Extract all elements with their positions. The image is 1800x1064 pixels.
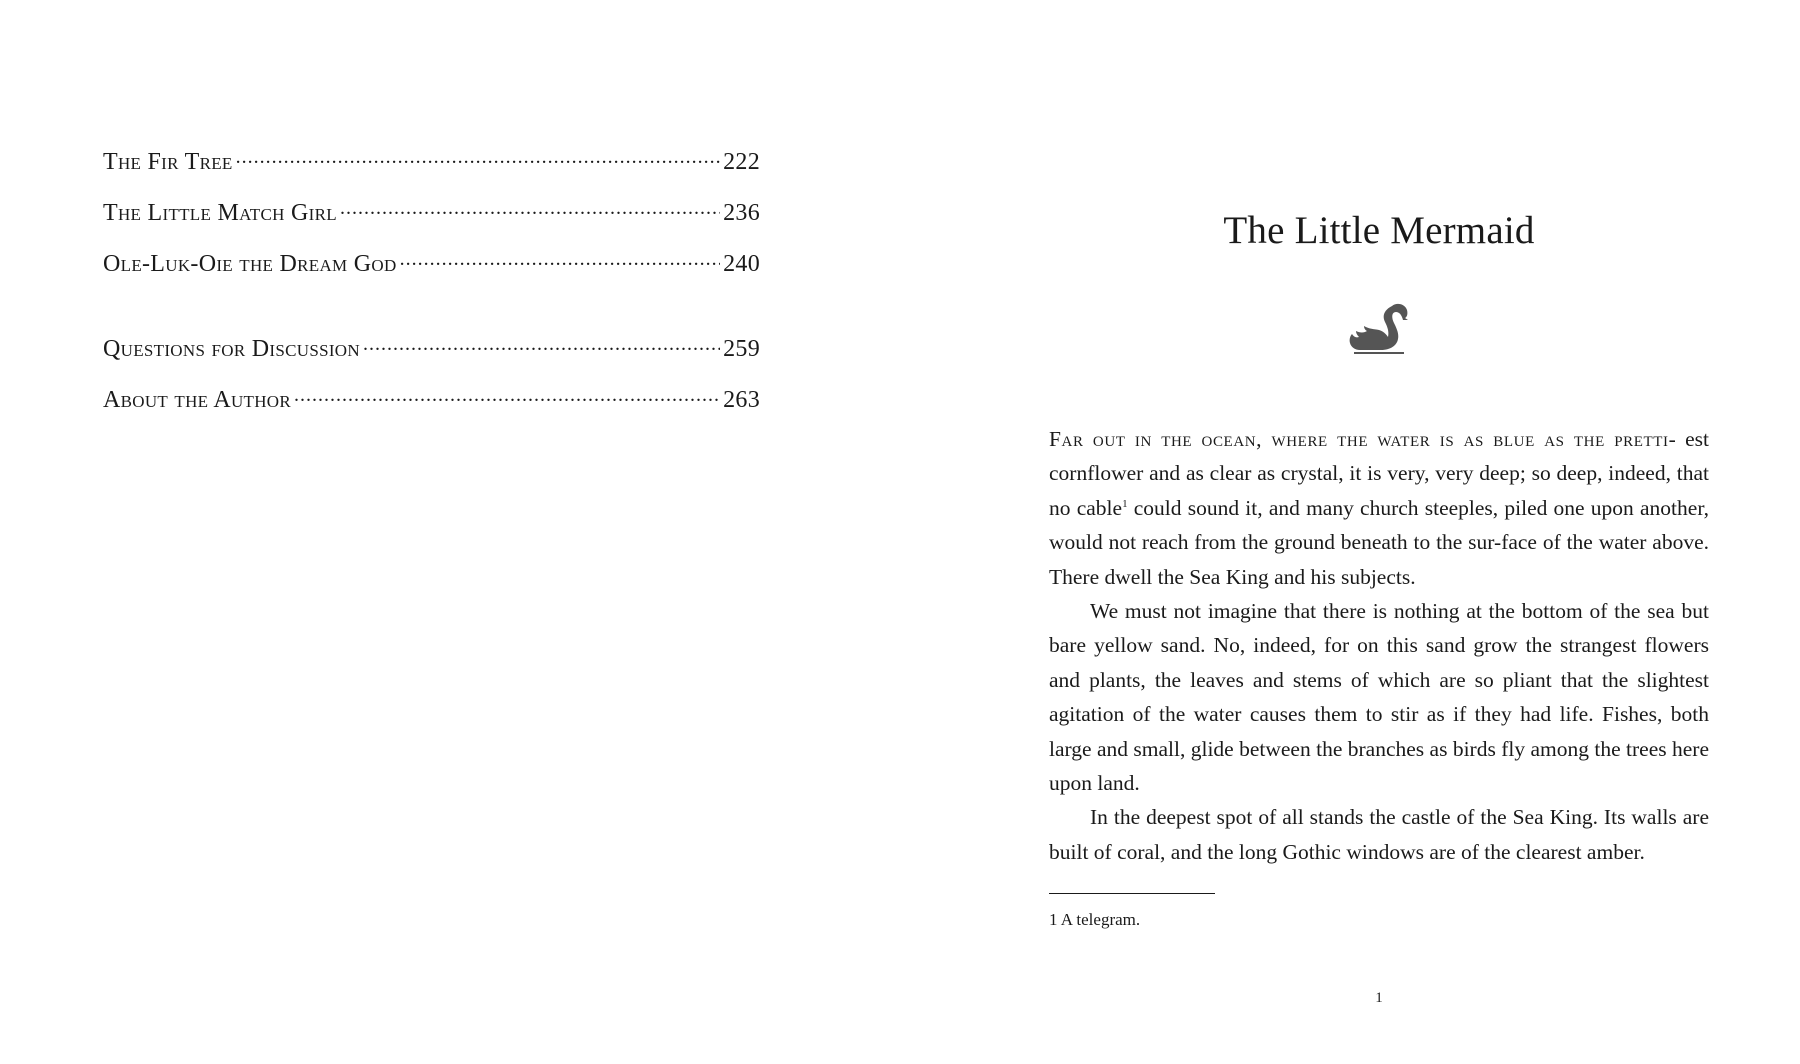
- toc-entry[interactable]: [103, 332, 760, 383]
- toc-entry-title: Questions for Discussion: [103, 336, 360, 362]
- footnote-marker[interactable]: 1: [1122, 497, 1128, 510]
- toc-entry[interactable]: [103, 196, 760, 247]
- footnote: 1 A telegram.: [1049, 910, 1141, 929]
- toc-entry-title: The Fir Tree: [103, 149, 233, 175]
- toc-entry[interactable]: [103, 247, 760, 298]
- toc-entry-title: The Little Match Girl: [103, 200, 337, 226]
- page-number: 1: [1375, 990, 1383, 1006]
- toc-entry-page: 222: [723, 149, 760, 175]
- paragraph: [1049, 422, 1709, 594]
- table-of-contents: [103, 145, 760, 434]
- paragraph-text: could sound it, and many church steeples, piled one upon another, would not reach from the ground beneath to the sur-face of the water above. There dwell the Sea King and his subjects.: [1049, 495, 1709, 589]
- toc-leader-dots: [340, 196, 720, 220]
- paragraph-text: est cornflower and as clear as crystal, it is very, very deep; so deep, indeed, that no cable: [1049, 427, 1710, 520]
- toc-leader-dots: [236, 145, 720, 169]
- paragraph: In the deepest spot of all stands the castle of the Sea King. Its walls are built of coral, and the long Gothic windows are of the clearest amber.: [1049, 805, 1709, 864]
- footnote-rule: [1049, 893, 1215, 894]
- chapter-title: The Little Mermaid: [1223, 209, 1535, 252]
- toc-entry-title: About the Author: [103, 387, 292, 413]
- opening-small-caps: Far out in the ocean, where the water is as blue as the pretti-: [1049, 427, 1677, 451]
- toc-entry-page: 236: [723, 200, 760, 226]
- toc-leader-dots: [400, 247, 721, 271]
- toc-leader-dots: [294, 383, 720, 407]
- toc-entry-page: 263: [723, 387, 760, 413]
- toc-entry-title: Ole-Luk-Oie the Dream God: [103, 251, 397, 277]
- toc-entry-page: 259: [723, 336, 760, 362]
- swan-icon: [1346, 302, 1412, 358]
- toc-entry[interactable]: [103, 383, 760, 434]
- chapter-body: [1049, 422, 1709, 869]
- toc-entry-page: 240: [723, 251, 760, 277]
- toc-entry[interactable]: [103, 145, 760, 196]
- paragraph: We must not imagine that there is nothing at the bottom of the sea but bare yellow sand. No, indeed, for on this sand grow the strangest flowers and plants, the leaves and stems of which are so pliant that the slightest agitation of the water causes them to stir as if they had life. Fishes, both large and small, glide between the branches as birds fly among the trees here upon land.: [1049, 599, 1709, 796]
- toc-section-gap: [103, 298, 760, 332]
- toc-leader-dots: [363, 332, 720, 356]
